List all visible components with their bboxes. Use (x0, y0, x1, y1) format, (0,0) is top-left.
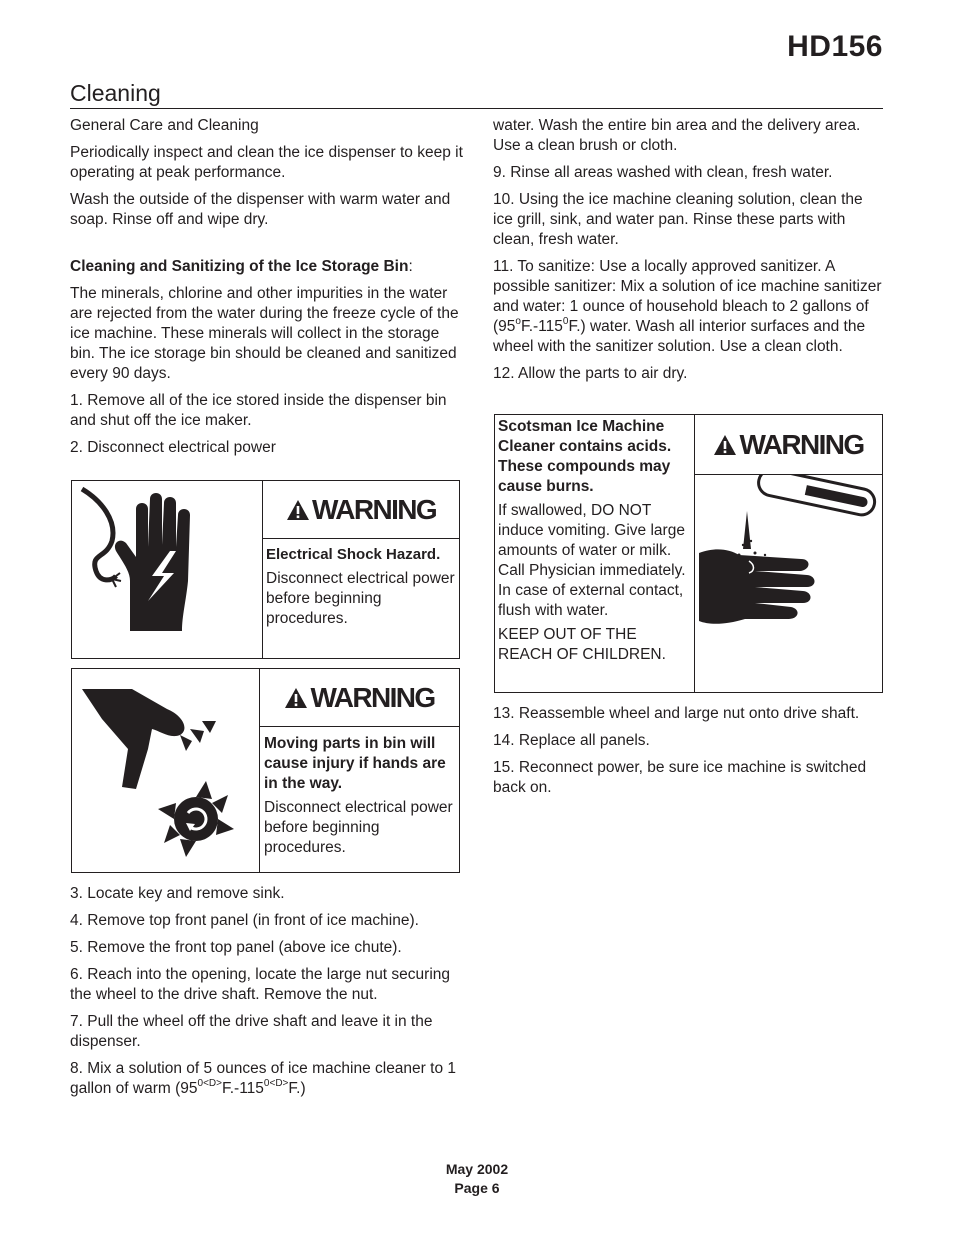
step-13: 13. Reassemble wheel and large nut onto drive shaft. (493, 705, 860, 722)
bin-heading (70, 257, 465, 277)
paragraph-inspect: Periodically inspect and clean the ice dispenser to keep it operating at peak performance. (70, 144, 463, 181)
footer-date: May 2002 (445, 1161, 509, 1177)
step-8: 8. Mix a solution of 5 ounces of ice machine cleaner to 1 gallon of warm $(95^{0<D>}F.-115^{0<D>}F.)$ (70, 1060, 456, 1097)
paragraph-minerals: The minerals, chlorine and other impurities in the water are rejected from the water during the freeze cycle of the ice machine. These minerals will collect in the storage bin. The ice storage bin should be cleaned and sanitized every 90 days. (70, 285, 459, 382)
acid-warning-header (695, 415, 882, 475)
step-8-continued: water. Wash the entire bin area and the delivery area. Use a clean brush or cloth. (493, 117, 861, 154)
warning-label: WARNING (286, 494, 436, 526)
electrical-warning-title: Electrical Shock Hazard. (266, 546, 441, 563)
care-heading: General Care and Cleaning (70, 117, 259, 134)
step-11: 11. To sanitize: Use a locally approved sanitizer. A possible sanitizer: Mix a solution of ice machine sanitizer and water: 1 ounce of household bleach to 2 gallons of $(95^oF.-115^0F.)$ water. Wash all interior surfaces and the wheel with the sanitizer solution. Use a clean cloth. (493, 258, 882, 355)
warning-triangle-icon (713, 434, 737, 456)
acid-test-tube-hand-icon (695, 475, 882, 692)
acid-warning-box (494, 414, 883, 693)
bin-heading-colon: : (408, 258, 413, 275)
step-3: 3. Locate key and remove sink. (70, 885, 285, 902)
step-1: 1. Remove all of the ice stored inside the dispenser bin and shut off the ice maker. (70, 392, 447, 429)
warning-label: WARNING (284, 682, 434, 714)
footer-page-number: Page 6 (454, 1180, 500, 1196)
left-column (70, 116, 465, 465)
right-steps-lower (493, 704, 883, 805)
step-7: 7. Pull the wheel off the drive shaft and leave it in the dispenser. (70, 1013, 433, 1050)
step-4: 4. Remove top front panel (in front of ice machine). (70, 912, 419, 929)
electrical-warning-body: Disconnect electrical power before beginning procedures. (266, 570, 455, 627)
step-9: 9. Rinse all areas washed with clean, fresh water. (493, 164, 833, 181)
electrical-shock-hand-icon (72, 481, 263, 658)
acid-warning-title: Scotsman Ice Machine Cleaner contains acids. These compounds may cause burns. (498, 418, 672, 495)
warning-label: WARNING (713, 429, 863, 461)
left-steps-lower (70, 884, 465, 1106)
moving-parts-warning-box (71, 668, 460, 873)
moving-parts-warning-body: Disconnect electrical power before beginning procedures. (264, 799, 453, 856)
step-12: 12. Allow the parts to air dry. (493, 365, 688, 382)
rotating-blade-hand-icon (72, 669, 260, 872)
right-column (493, 116, 883, 391)
step-6: 6. Reach into the opening, locate the large nut securing the wheel to the drive shaft. Remove the nut. (70, 966, 451, 1003)
electrical-warning-box (71, 480, 460, 659)
page-footer (0, 1160, 954, 1198)
paragraph-wash: Wash the outside of the dispenser with warm water and soap. Rinse off and wipe dry. (70, 191, 451, 228)
step-15: 15. Reconnect power, be sure ice machine is switched back on. (493, 759, 867, 796)
step-14: 14. Replace all panels. (493, 732, 650, 749)
step-10: 10. Using the ice machine cleaning solution, clean the ice grill, sink, and water pan. Rinse these parts with clean, fresh water. (493, 191, 863, 248)
step-5: 5. Remove the front top panel (above ice chute). (70, 939, 402, 956)
acid-warning-keep-out: KEEP OUT OF THE REACH OF CHILDREN. (498, 626, 666, 663)
step-2: 2. Disconnect electrical power (70, 439, 276, 456)
warning-triangle-icon (284, 687, 308, 709)
warning-triangle-icon (286, 499, 310, 521)
moving-parts-warning-header (260, 669, 459, 727)
electrical-warning-text (266, 545, 458, 633)
moving-parts-warning-text (264, 734, 456, 862)
section-title: Cleaning (70, 80, 161, 106)
electrical-warning-header (263, 481, 459, 539)
acid-warning-body: If swallowed, DO NOT induce vomiting. Give large amounts of water or milk. Call Physician immediately. In case of external contact, flush with water. (498, 502, 686, 619)
model-number: HD156 (787, 30, 883, 63)
bin-heading-text: Cleaning and Sanitizing of the Ice Storage Bin (70, 258, 409, 275)
moving-parts-warning-title: Moving parts in bin will cause injury if hands are in the way. (264, 735, 446, 792)
acid-warning-text (498, 417, 693, 669)
title-rule (70, 108, 883, 109)
